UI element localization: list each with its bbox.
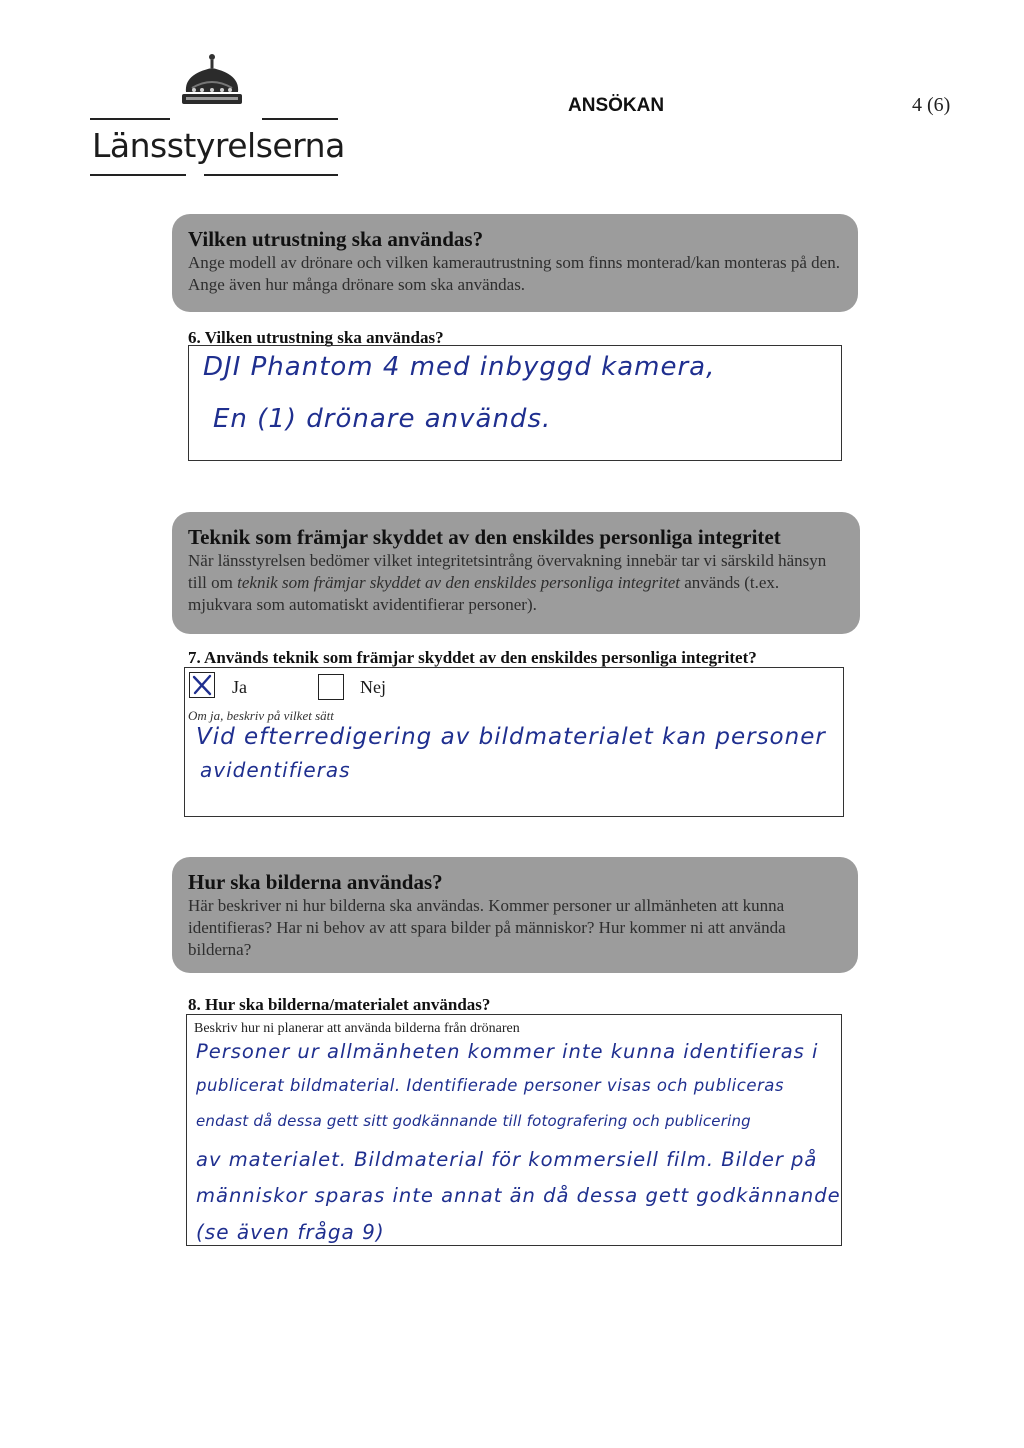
answer-8-line-3: endast då dessa gett sitt godkännande till fotografering och publicering	[196, 1112, 751, 1130]
panel-title: Hur ska bilderna användas?	[188, 870, 443, 894]
answer-7-instruction: Om ja, beskriv på vilket sätt	[188, 708, 334, 723]
answer-8-line-4: av materialet. Bildmaterial för kommersiell film. Bilder på	[196, 1148, 818, 1171]
panel-text: Ange modell av drönare och vilken kamerautrustning som finns monterad/kan monteras på den. Ange även hur många drönare som ska användas.	[188, 253, 840, 294]
question-8-title: 8. Hur ska bilderna/materialet användas?	[188, 995, 491, 1014]
yes-checkbox[interactable]	[189, 672, 215, 698]
equipment-info-panel	[172, 214, 858, 312]
logo-rule-bottom-left	[90, 174, 186, 176]
panel-title: Teknik som främjar skyddet av den enskildes personliga integritet	[188, 525, 781, 549]
yes-label: Ja	[232, 677, 247, 697]
panel-title: Vilken utrustning ska användas?	[188, 227, 484, 251]
answer-8-line-1: Personer ur allmänheten kommer inte kunna identifieras i	[196, 1040, 819, 1063]
answer-8-line-2: publicerat bildmaterial. Identifierade personer visas och publiceras	[196, 1076, 784, 1095]
page-number: 4 (6)	[912, 94, 951, 116]
question-7-title: 7. Används teknik som främjar skyddet av den enskildes personliga integritet?	[188, 648, 757, 667]
answer-8-line-5: människor sparas inte annat än då dessa gett godkännande	[196, 1184, 841, 1207]
document-type: ANSÖKAN	[568, 95, 665, 116]
logo-rule-right	[262, 118, 338, 120]
logo-rule-bottom-right	[204, 174, 338, 176]
logo-rule-left	[90, 118, 170, 120]
answer-7-line-2: avidentifieras	[200, 758, 351, 782]
question-6-title: 6. Vilken utrustning ska användas?	[188, 328, 444, 347]
no-checkbox[interactable]	[318, 674, 344, 700]
answer-6-line-2: En (1) drönare används.	[213, 404, 552, 434]
usage-info-panel	[172, 857, 858, 973]
no-label: Nej	[360, 677, 386, 697]
answer-8-instruction: Beskriv hur ni planerar att använda bilderna från drönaren	[194, 1021, 520, 1036]
check-mark-icon	[190, 673, 214, 697]
answer-7-line-1: Vid efterredigering av bildmaterialet kan personer	[196, 724, 826, 750]
answer-8-line-6: (se även fråga 9)	[196, 1220, 385, 1244]
crown-logo-icon	[172, 52, 252, 110]
organization-name: Länsstyrelserna	[92, 126, 345, 165]
answer-6-line-1: DJI Phantom 4 med inbyggd kamera,	[203, 352, 716, 382]
panel-text: När länsstyrelsen bedömer vilket integritetsintrång övervakning innebär tar vi särskild hänsyn till om teknik som främjar skyddet av den enskildes personliga integritet används (t.ex. mjukvara som automatiskt avidentifierar personer).	[188, 551, 827, 614]
privacy-info-panel	[172, 512, 860, 634]
panel-text: Här beskriver ni hur bilderna ska användas. Kommer personer ur allmänheten att kunna identifieras? Har ni behov av att spara bilder på människor? Hur kommer ni att använda bilderna?	[188, 896, 786, 959]
